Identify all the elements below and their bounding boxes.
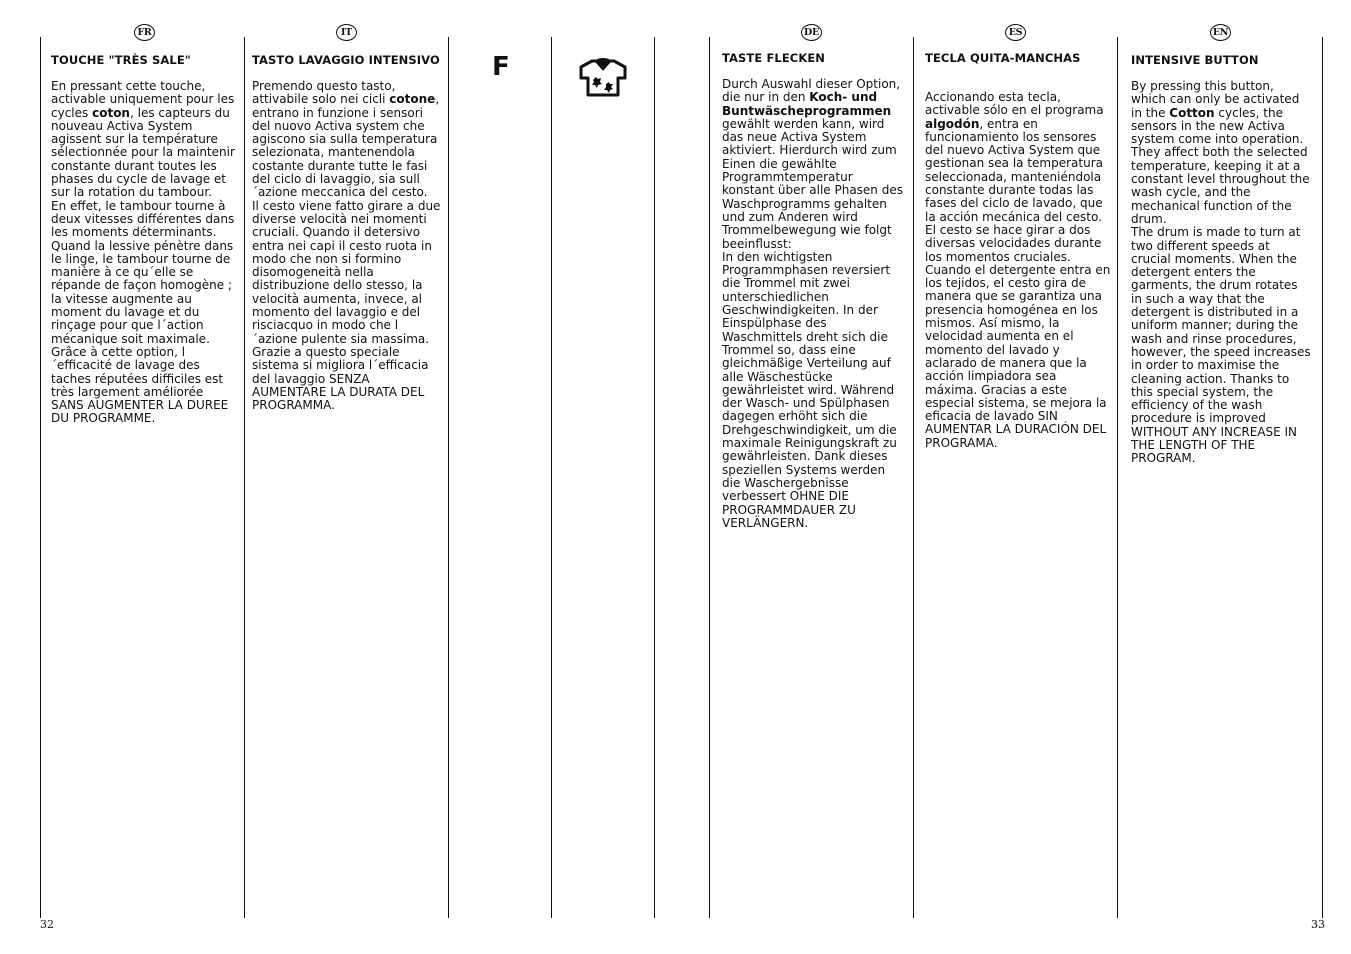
language-badge-en: EN [1210, 24, 1231, 41]
section-paragraph: Durch Auswahl dieser Option, die nur in den Koch- und Buntwäscheprogrammen gewählt werden kann, wird das neue Activa System aktiviert. Hierdurch wird zum Einen die gewählte Programmtemperatur konstant über alle Phasen des Waschprogramms gehalten und zum Anderen wird Trommelbewegung wie folgt beeinflusst: [722, 77, 903, 251]
page-number-right: 33 [1311, 918, 1325, 931]
option-letter: F [492, 52, 510, 82]
section-paragraph: The drum is made to turn at two different speeds at crucial moments. When the detergent enters the garments, the drum rotates in such a way that the detergent is distributed in a uniform manner; during the wash and rinse procedures, however, the speed increases in order to maximise the cleaning action. Thanks to this special system, the efficiency of the wash procedure is improved WITHOUT ANY INCREASE IN THE LENGTH OF THE PROGRAM. [1131, 225, 1311, 466]
column-rule [1322, 37, 1323, 918]
column-rule [40, 37, 41, 918]
section-title: TASTE FLECKEN [722, 51, 826, 65]
section-title: TECLA QUITA-MANCHAS [925, 51, 1081, 65]
section-paragraph: Accionando esta tecla, activable sólo en el programa algodón, entra en funcionamiento los sensores del nuevo Activa System que gestionan sea la temperatura seleccionada, manteniéndola constante durante todas las fases del ciclo de lavado, que la acción mecánica del cesto. [925, 90, 1104, 224]
language-badge-de: DE [801, 24, 822, 41]
section-de [722, 51, 906, 530]
section-title: TOUCHE "TRÈS SALE" [51, 53, 191, 67]
column-rule [551, 37, 552, 918]
section-paragraph: El cesto se hace girar a dos diversas velocidades durante los momentos cruciales. Cuando el detergente entra en los tejidos, el cesto gira de manera que se garantiza una presencia homogénea en los mismos. Así mismo, la velocidad aumenta en el momento del lavado y aclarado de manera que la acción limpiadora sea máxima. Gracias a este especial sistema, se mejora la eficacia de lavado SIN AUMENTAR LA DURACIÓN DEL PROGRAMA. [925, 222, 1111, 450]
section-title: INTENSIVE BUTTON [1131, 53, 1259, 67]
section-es [925, 51, 1111, 450]
column-rule [709, 37, 710, 918]
column-rule [448, 37, 449, 918]
section-paragraph: En effet, le tambour tourne à deux vitesses différentes dans les moments déterminants. Quand la lessive pénètre dans le linge, le tambour tourne de manière à ce qu´elle se répande de façon homogène ; la vitesse augmente au moment du lavage et du rinçage pour que l´action mécanique soit maximale. Grâce à cette option, l´efficacité de lavage des taches réputées difficiles est très largement améliorée SANS AUGMENTER LA DUREE DU PROGRAMME. [51, 198, 235, 426]
column-rule [913, 37, 914, 918]
section-it [252, 53, 442, 412]
section-fr [51, 53, 237, 426]
section-paragraph: By pressing this button, which can only be activated in the Cotton cycles, the sensors in the new Activa system come into operation. They affect both the selected temperature, keeping it at a constant level throughout the wash cycle, and the mechanical function of the drum. [1131, 79, 1310, 226]
section-paragraph: In den wichtigsten Programmphasen reversiert die Trommel mit zwei unterschiedlichen Geschwindigkeiten. In der Einspülphase des Waschmittels dreht sich die Trommel so, dass eine gleichmäßige Verteilung auf alle Wäschestücke gewährleistet wird. Während der Wasch- und Spülphasen dagegen erhöht sich die Drehgeschwindigkeit, um die maximale Reinigungskraft zu gewährleisten. Dank dieses speziellen Systems werden die Waschergebnisse verbessert OHNE DIE PROGRAMMDAUER ZU VERLÄNGERN. [722, 249, 897, 530]
section-title: TASTO LAVAGGIO INTENSIVO [252, 53, 440, 67]
column-rule [1117, 37, 1118, 918]
language-badge-fr: FR [134, 24, 155, 41]
section-paragraph: Premendo questo tasto, attivabile solo nei cicli cotone, entrano in funzione i sensori del nuovo Activa system che agiscono sia sulla temperatura selezionata, mantenendola costante durante tutte le fasi del ciclo di lavaggio, sia sull´azione meccanica del cesto. [252, 79, 440, 200]
column-rule [244, 37, 245, 918]
section-en [1131, 53, 1311, 466]
page-number-left: 32 [40, 918, 54, 931]
language-badge-it: IT [336, 24, 357, 41]
stained-shirt-icon [578, 58, 628, 98]
language-badge-es: ES [1005, 24, 1026, 41]
section-paragraph: En pressant cette touche, activable uniquement pour les cycles coton, les capteurs du nouveau Activa System agissent sur la température sélectionnée pour la maintenir constante durant toutes les phases du cycle de lavage et sur la rotation du tambour. [51, 79, 235, 200]
section-paragraph: Il cesto viene fatto girare a due diverse velocità nei momenti cruciali. Quando il detersivo entra nei capi il cesto ruota in modo che non si formino disomogeneità nella distribuzione dello stesso, la velocità aumenta, invece, al momento del lavaggio e del risciacquo in modo che l´azione pulente sia massima. Grazie a questo speciale sistema si migliora l´efficacia del lavaggio SENZA AUMENTARE LA DURATA DEL PROGRAMMA. [252, 198, 441, 413]
column-rule [654, 37, 655, 918]
